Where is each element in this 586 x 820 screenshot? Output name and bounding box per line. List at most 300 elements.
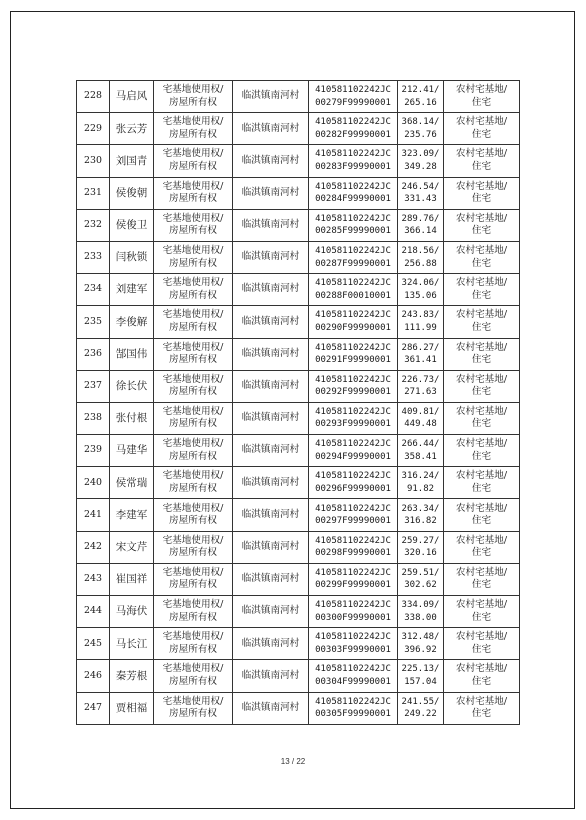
cell-owner-name: 侯俊朝 <box>110 177 154 209</box>
cell-usage-line: 农村宅基地/ <box>455 599 508 611</box>
cell-unit-code <box>309 306 398 338</box>
cell-area <box>398 113 444 145</box>
cell-area-line: 331.43 <box>404 194 437 205</box>
cell-area-line: 358.41 <box>404 451 437 462</box>
cell-unit-code-line: 00298F99990001 <box>315 548 391 559</box>
cell-right-type-line: 房屋所有权 <box>169 128 217 140</box>
cell-unit-code-line: 410581102242JC <box>315 600 391 611</box>
cell-usage-line: 农村宅基地/ <box>455 663 508 675</box>
cell-area <box>398 209 444 241</box>
table-row <box>77 660 520 692</box>
cell-area <box>398 563 444 595</box>
cell-area <box>398 306 444 338</box>
cell-usage-line: 农村宅基地/ <box>455 341 508 353</box>
cell-area-line: 396.92 <box>404 644 437 655</box>
cell-usage-line: 农村宅基地/ <box>455 534 508 546</box>
cell-usage <box>444 145 520 177</box>
cell-area <box>398 145 444 177</box>
cell-right-type <box>154 241 233 273</box>
cell-unit-code-line: 00287F99990001 <box>315 258 391 269</box>
cell-usage-line: 住宅 <box>471 128 492 140</box>
cell-unit-code-line: 410581102242JC <box>315 471 391 482</box>
cell-unit-code <box>309 338 398 370</box>
cell-right-type-line: 房屋所有权 <box>169 418 217 430</box>
cell-area-line: 235.76 <box>404 129 437 140</box>
cell-usage <box>444 402 520 434</box>
cell-area-line: 409.81/ <box>401 406 440 417</box>
cell-right-type-line: 房屋所有权 <box>169 675 217 687</box>
cell-location: 临淇镇南河村 <box>233 402 309 434</box>
cell-right-type-line: 宅基地使用权/ <box>162 180 224 192</box>
cell-area-line: 449.48 <box>404 419 437 430</box>
cell-usage <box>444 177 520 209</box>
cell-right-type-line: 房屋所有权 <box>169 160 217 172</box>
cell-location: 临淇镇南河村 <box>233 209 309 241</box>
cell-location: 临淇镇南河村 <box>233 177 309 209</box>
cell-right-type <box>154 435 233 467</box>
cell-area-line: 225.13/ <box>401 664 440 675</box>
cell-area-line: 265.16 <box>404 97 437 108</box>
cell-area-line: 243.83/ <box>401 310 440 321</box>
cell-usage <box>444 370 520 402</box>
cell-usage-line: 住宅 <box>471 643 492 655</box>
cell-right-type-line: 房屋所有权 <box>169 225 217 237</box>
table-row <box>77 531 520 563</box>
cell-sequence-number: 242 <box>77 531 110 563</box>
cell-right-type-line: 宅基地使用权/ <box>162 438 224 450</box>
cell-usage-line: 住宅 <box>471 386 492 398</box>
cell-right-type-line: 宅基地使用权/ <box>162 631 224 643</box>
cell-area <box>398 596 444 628</box>
cell-owner-name: 李俊解 <box>110 306 154 338</box>
registry-table <box>76 80 520 725</box>
table-row <box>77 306 520 338</box>
cell-owner-name: 马海伏 <box>110 596 154 628</box>
cell-right-type-line: 房屋所有权 <box>169 579 217 591</box>
cell-unit-code-line: 00283F99990001 <box>315 161 391 172</box>
cell-owner-name: 马建华 <box>110 435 154 467</box>
table-row <box>77 467 520 499</box>
cell-unit-code-line: 410581102242JC <box>315 664 391 675</box>
cell-right-type <box>154 306 233 338</box>
cell-area <box>398 499 444 531</box>
cell-right-type <box>154 274 233 306</box>
cell-usage <box>444 660 520 692</box>
cell-owner-name: 张付根 <box>110 402 154 434</box>
cell-right-type-line: 房屋所有权 <box>169 386 217 398</box>
cell-sequence-number: 243 <box>77 563 110 595</box>
cell-right-type <box>154 467 233 499</box>
cell-right-type-line: 宅基地使用权/ <box>162 470 224 482</box>
cell-right-type-line: 房屋所有权 <box>169 193 217 205</box>
cell-right-type-line: 房屋所有权 <box>169 515 217 527</box>
cell-area <box>398 274 444 306</box>
cell-location: 临淇镇南河村 <box>233 113 309 145</box>
cell-sequence-number: 237 <box>77 370 110 402</box>
cell-usage <box>444 435 520 467</box>
cell-sequence-number: 246 <box>77 660 110 692</box>
cell-unit-code-line: 00297F99990001 <box>315 516 391 527</box>
cell-area-line: 338.00 <box>404 612 437 623</box>
cell-area-line: 249.22 <box>404 709 437 720</box>
table-row <box>77 241 520 273</box>
cell-owner-name: 李建军 <box>110 499 154 531</box>
cell-right-type-line: 房屋所有权 <box>169 321 217 333</box>
cell-right-type-line: 宅基地使用权/ <box>162 341 224 353</box>
cell-usage-line: 住宅 <box>471 579 492 591</box>
table-row <box>77 596 520 628</box>
cell-owner-name: 贾相福 <box>110 692 154 724</box>
cell-owner-name: 徐长伏 <box>110 370 154 402</box>
cell-usage-line: 住宅 <box>471 225 492 237</box>
cell-area <box>398 628 444 660</box>
cell-usage-line: 农村宅基地/ <box>455 245 508 257</box>
cell-usage-line: 住宅 <box>471 450 492 462</box>
cell-area-line: 218.56/ <box>401 246 440 257</box>
cell-usage-line: 农村宅基地/ <box>455 373 508 385</box>
cell-unit-code <box>309 370 398 402</box>
cell-location: 临淇镇南河村 <box>233 306 309 338</box>
cell-usage-line: 农村宅基地/ <box>455 148 508 160</box>
cell-usage <box>444 274 520 306</box>
table-row <box>77 274 520 306</box>
cell-unit-code <box>309 499 398 531</box>
cell-sequence-number: 230 <box>77 145 110 177</box>
cell-sequence-number: 233 <box>77 241 110 273</box>
cell-area-line: 361.41 <box>404 355 437 366</box>
cell-unit-code-line: 00279F99990001 <box>315 97 391 108</box>
cell-unit-code-line: 00294F99990001 <box>315 451 391 462</box>
cell-sequence-number: 234 <box>77 274 110 306</box>
table-row <box>77 402 520 434</box>
cell-sequence-number: 228 <box>77 81 110 113</box>
cell-usage-line: 农村宅基地/ <box>455 695 508 707</box>
cell-sequence-number: 231 <box>77 177 110 209</box>
cell-usage-line: 农村宅基地/ <box>455 84 508 96</box>
cell-unit-code-line: 00300F99990001 <box>315 612 391 623</box>
cell-unit-code-line: 410581102242JC <box>315 535 391 546</box>
cell-location: 临淇镇南河村 <box>233 145 309 177</box>
cell-unit-code-line: 410581102242JC <box>315 342 391 353</box>
cell-area <box>398 531 444 563</box>
cell-usage-line: 农村宅基地/ <box>455 309 508 321</box>
cell-unit-code-line: 00299F99990001 <box>315 580 391 591</box>
cell-unit-code <box>309 563 398 595</box>
cell-usage-line: 农村宅基地/ <box>455 116 508 128</box>
cell-usage-line: 住宅 <box>471 547 492 559</box>
cell-unit-code-line: 00291F99990001 <box>315 355 391 366</box>
cell-sequence-number: 239 <box>77 435 110 467</box>
cell-unit-code-line: 410581102242JC <box>315 374 391 385</box>
cell-area <box>398 81 444 113</box>
cell-usage <box>444 628 520 660</box>
cell-usage-line: 住宅 <box>471 515 492 527</box>
cell-usage <box>444 113 520 145</box>
cell-location: 临淇镇南河村 <box>233 531 309 563</box>
cell-usage-line: 住宅 <box>471 675 492 687</box>
cell-unit-code <box>309 692 398 724</box>
cell-owner-name: 刘国青 <box>110 145 154 177</box>
cell-location: 临淇镇南河村 <box>233 499 309 531</box>
cell-unit-code-line: 410581102242JC <box>315 246 391 257</box>
cell-area <box>398 338 444 370</box>
cell-right-type <box>154 81 233 113</box>
cell-area-line: 312.48/ <box>401 632 440 643</box>
page-number: 13 / 22 <box>280 757 306 766</box>
cell-right-type-line: 宅基地使用权/ <box>162 277 224 289</box>
cell-right-type-line: 宅基地使用权/ <box>162 116 224 128</box>
cell-area <box>398 435 444 467</box>
cell-usage-line: 农村宅基地/ <box>455 438 508 450</box>
cell-unit-code <box>309 113 398 145</box>
cell-area <box>398 370 444 402</box>
cell-area-line: 259.27/ <box>401 535 440 546</box>
cell-unit-code-line: 410581102242JC <box>315 278 391 289</box>
cell-usage <box>444 531 520 563</box>
cell-unit-code-line: 410581102242JC <box>315 310 391 321</box>
cell-right-type-line: 宅基地使用权/ <box>162 245 224 257</box>
cell-area <box>398 177 444 209</box>
cell-right-type-line: 宅基地使用权/ <box>162 148 224 160</box>
cell-sequence-number: 229 <box>77 113 110 145</box>
cell-owner-name: 刘建军 <box>110 274 154 306</box>
cell-right-type-line: 房屋所有权 <box>169 643 217 655</box>
cell-right-type <box>154 499 233 531</box>
cell-unit-code <box>309 435 398 467</box>
table-row <box>77 563 520 595</box>
cell-right-type-line: 宅基地使用权/ <box>162 84 224 96</box>
cell-sequence-number: 247 <box>77 692 110 724</box>
table-row <box>77 145 520 177</box>
cell-right-type <box>154 177 233 209</box>
cell-right-type <box>154 145 233 177</box>
cell-usage <box>444 209 520 241</box>
cell-unit-code <box>309 241 398 273</box>
cell-usage <box>444 306 520 338</box>
cell-unit-code-line: 410581102242JC <box>315 567 391 578</box>
cell-usage-line: 农村宅基地/ <box>455 566 508 578</box>
cell-unit-code-line: 410581102242JC <box>315 149 391 160</box>
cell-unit-code-line: 410581102242JC <box>315 117 391 128</box>
table-row <box>77 209 520 241</box>
cell-area-line: 366.14 <box>404 226 437 237</box>
cell-unit-code <box>309 531 398 563</box>
cell-usage-line: 住宅 <box>471 289 492 301</box>
cell-area-line: 256.88 <box>404 258 437 269</box>
cell-area-line: 212.41/ <box>401 85 440 96</box>
cell-usage <box>444 81 520 113</box>
cell-location: 临淇镇南河村 <box>233 660 309 692</box>
cell-unit-code <box>309 628 398 660</box>
cell-area-line: 241.55/ <box>401 696 440 707</box>
cell-usage-line: 农村宅基地/ <box>455 502 508 514</box>
cell-owner-name: 崔国祥 <box>110 563 154 595</box>
cell-usage-line: 住宅 <box>471 193 492 205</box>
cell-owner-name: 闫秋锁 <box>110 241 154 273</box>
cell-location: 临淇镇南河村 <box>233 370 309 402</box>
cell-area <box>398 467 444 499</box>
cell-unit-code-line: 00303F99990001 <box>315 644 391 655</box>
cell-right-type-line: 房屋所有权 <box>169 547 217 559</box>
cell-location: 临淇镇南河村 <box>233 338 309 370</box>
cell-location: 临淇镇南河村 <box>233 692 309 724</box>
cell-unit-code-line: 00285F99990001 <box>315 226 391 237</box>
cell-area-line: 334.09/ <box>401 600 440 611</box>
cell-unit-code-line: 00296F99990001 <box>315 483 391 494</box>
cell-area-line: 289.76/ <box>401 213 440 224</box>
cell-usage <box>444 563 520 595</box>
cell-area <box>398 692 444 724</box>
cell-right-type <box>154 531 233 563</box>
table-row <box>77 692 520 724</box>
cell-area-line: 266.44/ <box>401 439 440 450</box>
cell-area-line: 349.28 <box>404 161 437 172</box>
cell-usage-line: 农村宅基地/ <box>455 631 508 643</box>
cell-sequence-number: 238 <box>77 402 110 434</box>
cell-right-type-line: 房屋所有权 <box>169 96 217 108</box>
cell-right-type <box>154 370 233 402</box>
cell-right-type-line: 宅基地使用权/ <box>162 566 224 578</box>
cell-unit-code-line: 410581102242JC <box>315 439 391 450</box>
cell-unit-code-line: 410581102242JC <box>315 632 391 643</box>
cell-area-line: 316.24/ <box>401 471 440 482</box>
cell-unit-code-line: 00288F00010001 <box>315 290 391 301</box>
cell-right-type-line: 房屋所有权 <box>169 482 217 494</box>
cell-owner-name: 马长江 <box>110 628 154 660</box>
cell-location: 临淇镇南河村 <box>233 563 309 595</box>
cell-unit-code-line: 410581102242JC <box>315 213 391 224</box>
table-row <box>77 177 520 209</box>
cell-sequence-number: 241 <box>77 499 110 531</box>
cell-right-type-line: 宅基地使用权/ <box>162 373 224 385</box>
cell-sequence-number: 245 <box>77 628 110 660</box>
cell-right-type-line: 房屋所有权 <box>169 257 217 269</box>
cell-unit-code <box>309 177 398 209</box>
table-row <box>77 628 520 660</box>
cell-right-type <box>154 563 233 595</box>
cell-usage-line: 住宅 <box>471 96 492 108</box>
cell-area-line: 316.82 <box>404 516 437 527</box>
cell-sequence-number: 235 <box>77 306 110 338</box>
cell-right-type-line: 房屋所有权 <box>169 708 217 720</box>
cell-unit-code-line: 00284F99990001 <box>315 194 391 205</box>
cell-usage-line: 住宅 <box>471 257 492 269</box>
cell-right-type-line: 宅基地使用权/ <box>162 663 224 675</box>
cell-right-type-line: 宅基地使用权/ <box>162 502 224 514</box>
cell-usage <box>444 596 520 628</box>
cell-usage <box>444 241 520 273</box>
cell-usage-line: 农村宅基地/ <box>455 470 508 482</box>
cell-unit-code <box>309 81 398 113</box>
cell-right-type-line: 宅基地使用权/ <box>162 405 224 417</box>
cell-right-type <box>154 113 233 145</box>
cell-unit-code-line: 410581102242JC <box>315 406 391 417</box>
cell-area <box>398 241 444 273</box>
cell-sequence-number: 232 <box>77 209 110 241</box>
cell-unit-code <box>309 145 398 177</box>
cell-owner-name: 侯俊卫 <box>110 209 154 241</box>
cell-area-line: 246.54/ <box>401 181 440 192</box>
cell-right-type-line: 宅基地使用权/ <box>162 599 224 611</box>
cell-right-type-line: 房屋所有权 <box>169 354 217 366</box>
cell-area-line: 259.51/ <box>401 567 440 578</box>
cell-right-type-line: 宅基地使用权/ <box>162 309 224 321</box>
cell-usage-line: 农村宅基地/ <box>455 405 508 417</box>
cell-unit-code-line: 00282F99990001 <box>315 129 391 140</box>
cell-unit-code-line: 00293F99990001 <box>315 419 391 430</box>
cell-area-line: 91.82 <box>406 483 435 494</box>
cell-area <box>398 402 444 434</box>
cell-area-line: 320.16 <box>404 548 437 559</box>
cell-area-line: 135.06 <box>404 290 437 301</box>
cell-area-line: 324.06/ <box>401 278 440 289</box>
cell-usage-line: 住宅 <box>471 321 492 333</box>
cell-area-line: 226.73/ <box>401 374 440 385</box>
cell-right-type <box>154 628 233 660</box>
cell-right-type <box>154 660 233 692</box>
cell-usage-line: 住宅 <box>471 611 492 623</box>
cell-owner-name: 张云芳 <box>110 113 154 145</box>
cell-location: 临淇镇南河村 <box>233 435 309 467</box>
cell-unit-code-line: 00305F99990001 <box>315 709 391 720</box>
cell-unit-code <box>309 660 398 692</box>
cell-unit-code-line: 00292F99990001 <box>315 387 391 398</box>
cell-area-line: 286.27/ <box>401 342 440 353</box>
cell-right-type <box>154 209 233 241</box>
cell-area-line: 302.62 <box>404 580 437 591</box>
cell-right-type-line: 宅基地使用权/ <box>162 212 224 224</box>
cell-usage-line: 住宅 <box>471 160 492 172</box>
cell-owner-name: 侯常瑞 <box>110 467 154 499</box>
cell-area-line: 368.14/ <box>401 117 440 128</box>
cell-usage-line: 农村宅基地/ <box>455 212 508 224</box>
cell-owner-name: 秦芳根 <box>110 660 154 692</box>
table-row <box>77 81 520 113</box>
cell-area-line: 323.09/ <box>401 149 440 160</box>
cell-area-line: 157.04 <box>404 676 437 687</box>
registry-table-container <box>76 80 519 725</box>
cell-right-type <box>154 692 233 724</box>
cell-unit-code <box>309 402 398 434</box>
table-row <box>77 338 520 370</box>
cell-unit-code-line: 410581102242JC <box>315 85 391 96</box>
cell-unit-code-line: 410581102242JC <box>315 503 391 514</box>
cell-area-line: 263.34/ <box>401 503 440 514</box>
table-row <box>77 370 520 402</box>
cell-right-type-line: 房屋所有权 <box>169 450 217 462</box>
cell-unit-code <box>309 274 398 306</box>
cell-unit-code-line: 00304F99990001 <box>315 676 391 687</box>
cell-unit-code-line: 00290F99990001 <box>315 322 391 333</box>
cell-location: 临淇镇南河村 <box>233 467 309 499</box>
cell-usage-line: 农村宅基地/ <box>455 180 508 192</box>
cell-location: 临淇镇南河村 <box>233 274 309 306</box>
cell-usage-line: 住宅 <box>471 482 492 494</box>
cell-right-type-line: 房屋所有权 <box>169 611 217 623</box>
cell-sequence-number: 236 <box>77 338 110 370</box>
cell-location: 临淇镇南河村 <box>233 81 309 113</box>
cell-usage-line: 农村宅基地/ <box>455 277 508 289</box>
cell-owner-name: 郜国伟 <box>110 338 154 370</box>
cell-usage-line: 住宅 <box>471 418 492 430</box>
cell-unit-code-line: 410581102242JC <box>315 181 391 192</box>
table-row <box>77 113 520 145</box>
cell-usage-line: 住宅 <box>471 708 492 720</box>
cell-location: 临淇镇南河村 <box>233 596 309 628</box>
cell-area-line: 111.99 <box>404 322 437 333</box>
cell-usage <box>444 467 520 499</box>
cell-right-type-line: 宅基地使用权/ <box>162 534 224 546</box>
